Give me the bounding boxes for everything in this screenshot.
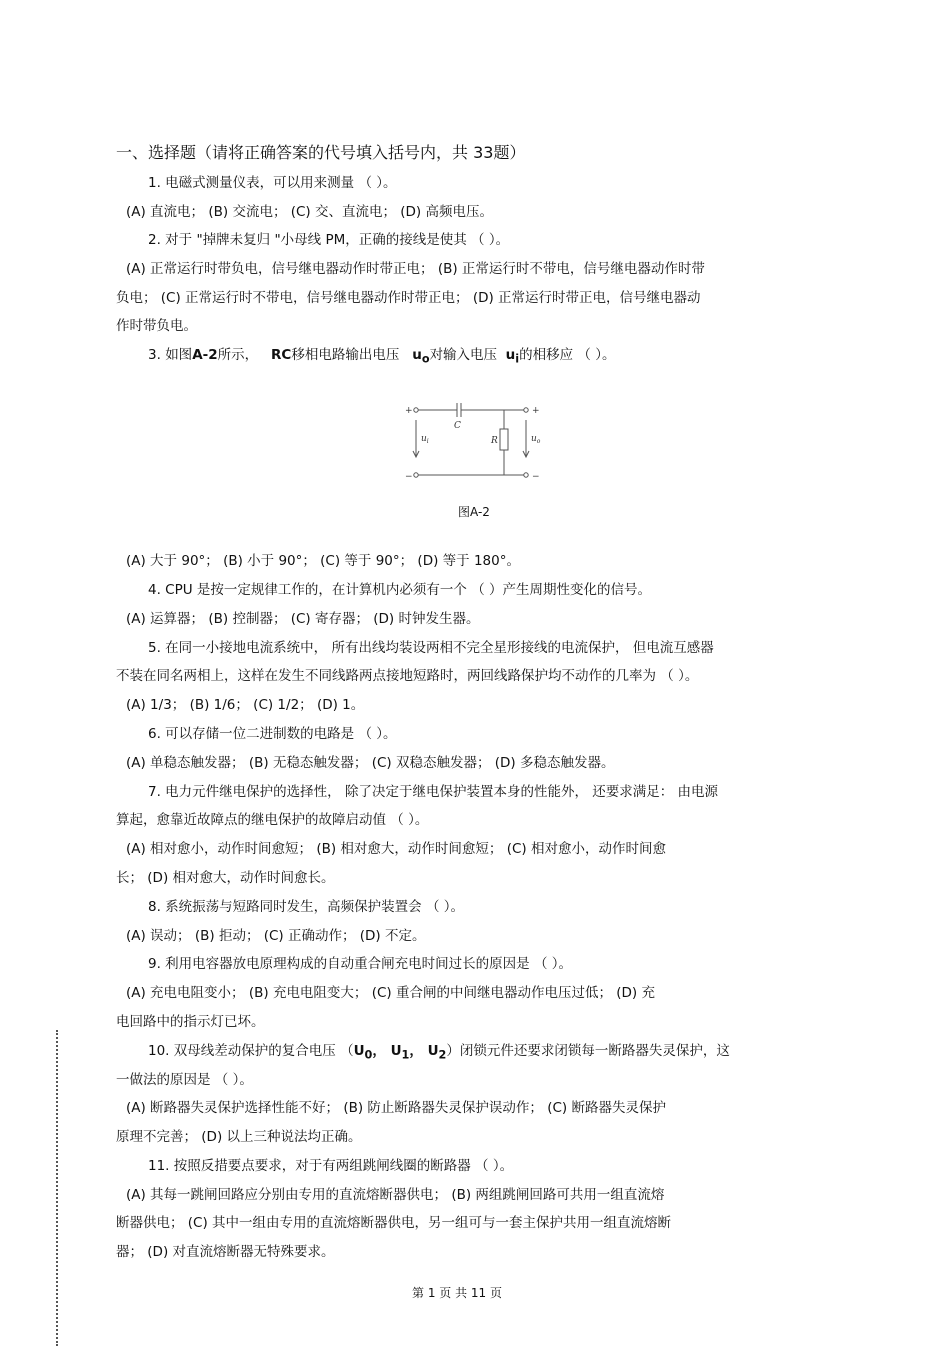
q11-options-line2: 断器供电； (C) 其中一组由专用的直流熔断器供电，另一组可与一套主保护共用一组直流熔断 [116,1215,672,1231]
q10-options-line1: (A) 断路器失灵保护选择性能不好； (B) 防止断路器失灵保护误动作； (C) 断路器失灵保护 [126,1100,666,1116]
label-plus: + [405,406,413,416]
q3-rc: RC [271,347,292,363]
label-uo: $u_o$ [531,434,541,445]
q10-number: 10. [148,1043,170,1059]
q3-text: 所示， [217,347,259,363]
q6-options: (A) 单稳态触发器； (B) 无稳态触发器； (C) 双稳态触发器； (D) 多稳态触发器。 [126,755,615,771]
q4-stem: 4. CPU 是按一定规律工作的，在计算机内必须有一个 （ ）产生周期性变化的信号。 [148,582,651,598]
q10-stem-line2: 一做法的原因是 （ ）。 [116,1072,253,1088]
q3-figure-ref: A-2 [192,347,218,363]
q3-number: 3. [148,347,161,363]
figure-caption: 图A-2 [458,505,490,519]
q11-options-line3: 器； (D) 对直流熔断器无特殊要求。 [116,1244,335,1260]
label-r: R [491,436,498,446]
q9-options-line1: (A) 充电电阻变小； (B) 充电电阻变大； (C) 重合闸的中间继电器动作电压过低； (D) 充 [126,985,655,1001]
q6-stem: 6. 可以存储一位二进制数的电路是 （ ）。 [148,726,397,742]
q3-stem [148,346,615,369]
q11-stem: 11. 按照反措要点要求，对于有两组跳闸线圈的断路器 （ ）。 [148,1158,514,1174]
q7-stem-line2: 算起，愈靠近故障点的继电保护的故障启动值 （ ）。 [116,812,429,828]
q10-stem-line1 [148,1042,730,1065]
q4-options: (A) 运算器； (B) 控制器； (C) 寄存器； (D) 时钟发生器。 [126,611,480,627]
label-minus: − [532,472,540,482]
binding-margin-dotted-line [56,1030,58,1346]
q9-options-line2: 电回路中的指示灯已坏。 [116,1014,265,1030]
q7-options-line2: 长； (D) 相对愈大，动作时间愈长。 [116,870,335,886]
q3-text: 对输入电压 [429,347,498,363]
q3-text: 的相移应 （ ）。 [519,347,616,363]
q8-options: (A) 误动； (B) 拒动； (C) 正确动作； (D) 不定。 [126,928,426,944]
q10-voltages: $U_0$， $U_1$， $U_2$ [353,1043,447,1062]
q3-ui: $u_i$ [505,347,520,366]
q3-options: (A) 大于 90°； (B) 小于 90°； (C) 等于 90°； (D) 等于 180°。 [126,553,520,569]
q2-options-line2: 负电； (C) 正常运行时不带电，信号继电器动作时带正电； (D) 正常运行时带正电，信号继电器动 [116,290,701,306]
q7-stem-line1: 7. 电力元件继电保护的选择性， 除了决定于继电保护装置本身的性能外， 还要求满足： 由电源 [148,784,719,800]
page-footer: 第 1 页 共 11 页 [412,1286,502,1300]
q11-options-line1: (A) 其每一跳闸回路应分别由专用的直流熔断器供电； (B) 两组跳闸回路可共用一组直流熔 [126,1187,665,1203]
q9-stem: 9. 利用电容器放电原理构成的自动重合闸充电时间过长的原因是 （ ）。 [148,956,573,972]
q10-options-line2: 原理不完善； (D) 以上三种说法均正确。 [116,1129,362,1145]
q5-stem-line2: 不装在同名两相上，这样在发生不同线路两点接地短路时，两回线路保护均不动作的几率为 （ ）。 [116,668,699,684]
label-plus: + [532,406,540,416]
q10-text: ）闭锁元件还要求闭锁每一断路器失灵保护，这 [446,1043,730,1059]
q8-stem: 8. 系统振荡与短路同时发生，高频保护装置会 （ ）。 [148,899,465,915]
section-heading: 一、选择题（请将正确答案的代号填入括号内，共 33题） [116,143,526,162]
q10-text: 双母线差动保护的复合电压 （ [173,1043,354,1059]
q1-options: (A) 直流电； (B) 交流电； (C) 交、直流电； (D) 高频电压。 [126,204,493,220]
q1-stem: 1. 电磁式测量仪表，可以用来测量 （ ）。 [148,175,397,191]
q7-options-line1: (A) 相对愈小，动作时间愈短； (B) 相对愈大，动作时间愈短； (C) 相对愈小，动作时间愈 [126,841,666,857]
q2-stem: 2. 对于 "掉牌未复归 "小母线 PM，正确的接线是使其 （ ）。 [148,232,510,248]
label-c: C [454,421,461,431]
q3-text: 如图 [165,347,193,363]
output-terminal-top [524,408,528,412]
q3-uo: $u_o$ [412,347,430,366]
resistor [500,429,508,450]
q5-stem-line1: 5. 在同一小接地电流系统中， 所有出线均装设两相不完全星形接线的电流保护， 但电流互感器 [148,640,714,656]
input-terminal-bottom [414,473,418,477]
label-ui: $u_i$ [421,434,429,445]
rc-circuit-diagram [402,398,552,482]
input-terminal-top [414,408,418,412]
output-terminal-bottom [524,473,528,477]
label-minus: − [405,472,413,482]
q5-options: (A) 1/3； (B) 1/6； (C) 1/2； (D) 1。 [126,697,365,713]
q3-text: 移相电路输出电压 [291,347,400,363]
q2-options-line1: (A) 正常运行时带负电，信号继电器动作时带正电； (B) 正常运行时不带电，信号继电器动作时带 [126,261,705,277]
q2-options-line3: 作时带负电。 [116,318,197,334]
